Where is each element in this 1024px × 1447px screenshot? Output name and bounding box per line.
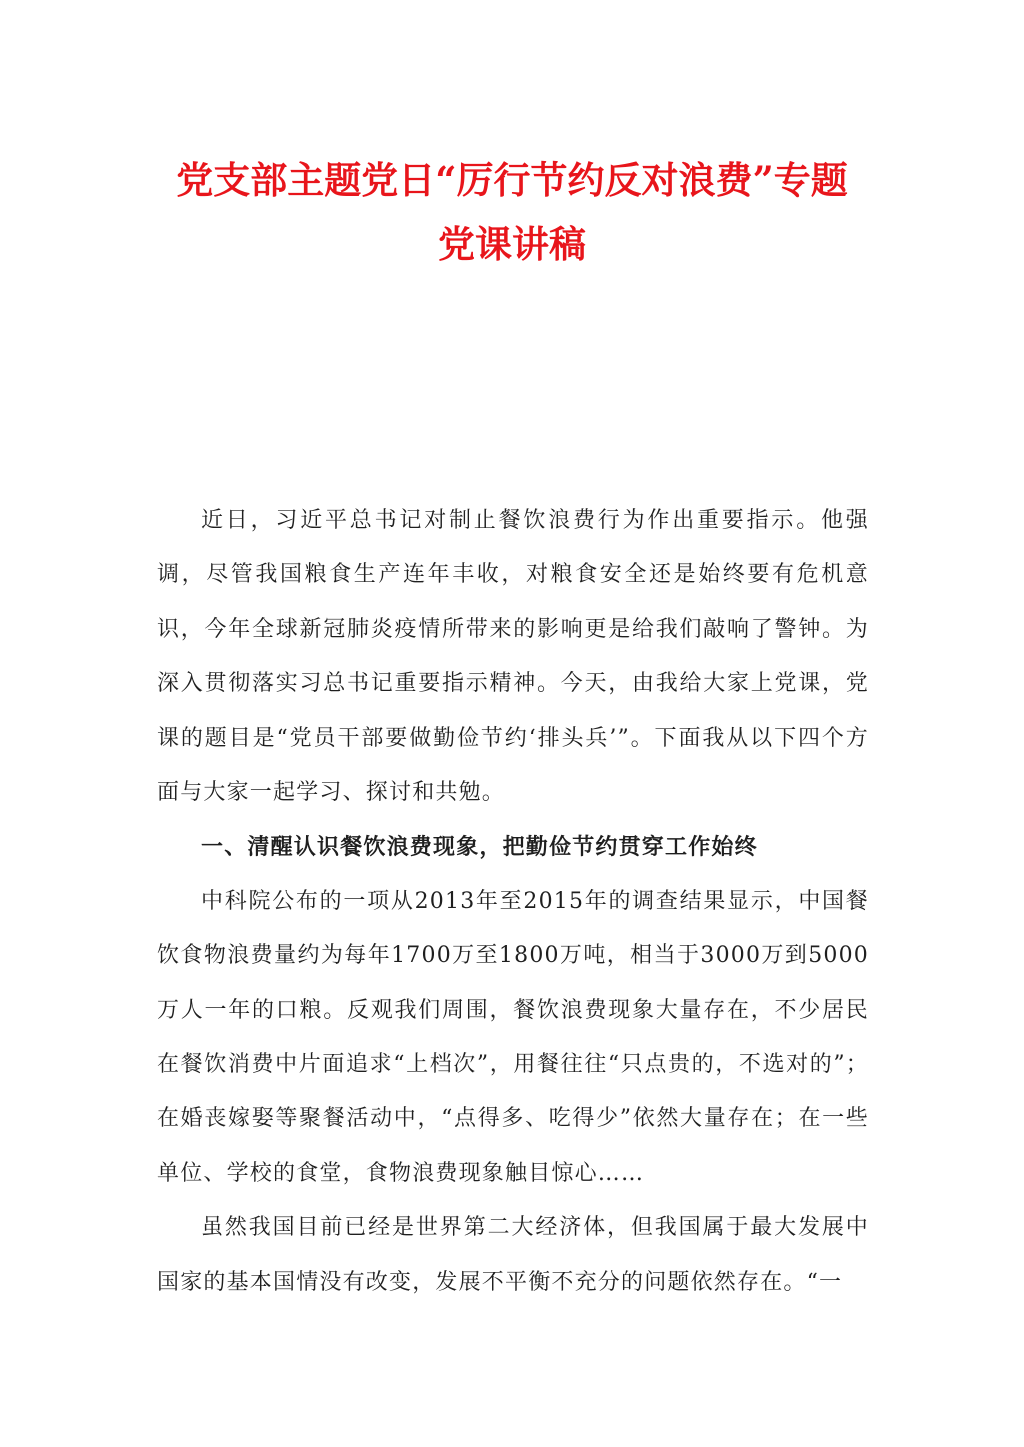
document-body xyxy=(157,494,869,1310)
section-1-paragraph-2: 虽然我国目前已经是世界第二大经济体，但我国属于最大发展中国家的基本国情没有改变，发展不平衡不充分的问题依然存在。“一 xyxy=(157,1215,869,1295)
intro-paragraph: 近日，习近平总书记对制止餐饮浪费行为作出重要指示。他强调，尽管我国粮食生产连年丰收，对粮食安全还是始终要有危机意识，今年全球新冠肺炎疫情所带来的影响更是给我们敲响了警钟。为深入贯彻落实习总书记重要指示精神。今天，由我给大家上党课，党课的题目是“党员干部要做勤俭节约‘排头兵’”。下面我从以下四个方面与大家一起学习、探讨和共勉。 xyxy=(157,508,869,806)
title-line-2: 党课讲稿 xyxy=(438,222,586,266)
document-title xyxy=(140,148,884,276)
section-1-paragraph-1: 中科院公布的一项从2013年至2015年的调查结果显示，中国餐饮食物浪费量约为每年1700万至1800万吨，相当于3000万到5000万人一年的口粮。反观我们周围，餐饮浪费现象大量存在，不少居民在餐饮消费中片面追求“上档次”，用餐往往“只点贵的，不选对的”；在婚丧嫁娶等聚餐活动中，“点得多、吃得少”依然大量存在；在一些单位、学校的食堂，食物浪费现象触目惊心…… xyxy=(157,888,869,1186)
title-line-1: 党支部主题党日“厉行节约反对浪费”专题 xyxy=(176,158,848,202)
section-1-heading: 一、清醒认识餐饮浪费现象，把勤俭节约贯穿工作始终 xyxy=(201,834,758,861)
